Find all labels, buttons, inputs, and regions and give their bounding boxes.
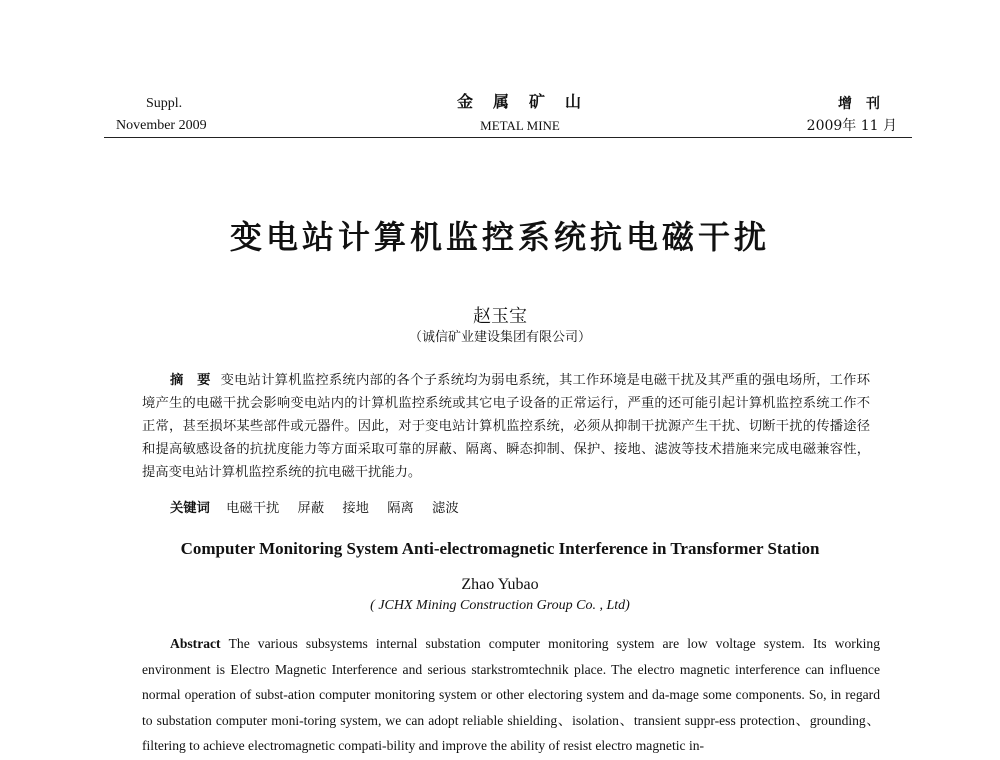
keyword-term: 电磁干扰 xyxy=(226,501,280,516)
paper-title-en: Computer Monitoring System Anti-electromagnetic Interference in Transformer Station xyxy=(180,539,820,558)
paper-title-cn: 变电站计算机监控系统抗电磁干扰 xyxy=(229,218,770,256)
keyword-term: 滤波 xyxy=(432,501,459,516)
abstract-cn-label: 摘 要 xyxy=(170,373,211,388)
keywords-cn xyxy=(170,497,473,516)
author-en: Zhao Yubao xyxy=(461,576,539,593)
header-rule xyxy=(104,137,912,138)
abstract-cn xyxy=(142,369,870,484)
keywords-cn-label: 关键词 xyxy=(170,501,210,516)
abstract-en-text: The various subsystems internal substation computer monitoring system are low voltage system. Its working environment is Electro Magnetic Interference and serious starkstromtechnik place. The electro magnetic interference can influence normal operation of subst-ation computer monitoring system or other electoring system and da-mage some components. So, in regard to substation computer moni-toring system, we can adopt reliable shielding、isolation、transient suppr-ess protection、grounding、filtering to achieve electromagnetic compati-bility and improve the ability of resist electro magnetic in- xyxy=(142,636,880,753)
keyword-term: 屏蔽 xyxy=(297,501,325,516)
journal-name-cn: 金 属 矿 山 xyxy=(456,92,583,111)
affiliation-cn: （诚信矿业建设集团有限公司） xyxy=(408,330,591,345)
header-date-cn: 2009年 11 月 xyxy=(806,118,897,134)
keyword-term: 隔离 xyxy=(387,501,414,516)
abstract-en-label: Abstract xyxy=(170,636,221,651)
author-cn: 赵玉宝 xyxy=(473,306,527,327)
header-suppl: Suppl. xyxy=(146,96,183,111)
header-supplement-cn: 增 刊 xyxy=(838,96,880,112)
abstract-cn-text: 变电站计算机监控系统内部的各个子系统均为弱电系统，其工作环境是电磁干扰及其严重的强电场所，工作环境产生的电磁干扰会影响变电站内的计算机监控系统或其它电子设备的正常运行，严重的还可能引起计算机监控系统工作不正常，甚至损坏某些部件或元器件。因此，对于变电站计算机监控系统，必须从抑制干扰源产生干扰、切断干扰的传播途径和提高敏感设备的抗扰度能力等方面采取可靠的屏蔽、隔离、瞬态抑制、保护、接地、滤波等技术措施来完成电磁兼容性，提高变电站计算机监控系统的抗电磁干扰能力。 xyxy=(142,373,871,480)
abstract-en xyxy=(142,631,880,759)
keyword-term: 接地 xyxy=(342,501,369,516)
journal-name-en: METAL MINE xyxy=(480,118,560,133)
header-date-en: November 2009 xyxy=(116,118,207,133)
affiliation-en: ( JCHX Mining Construction Group Co. , Ltd) xyxy=(370,598,630,613)
